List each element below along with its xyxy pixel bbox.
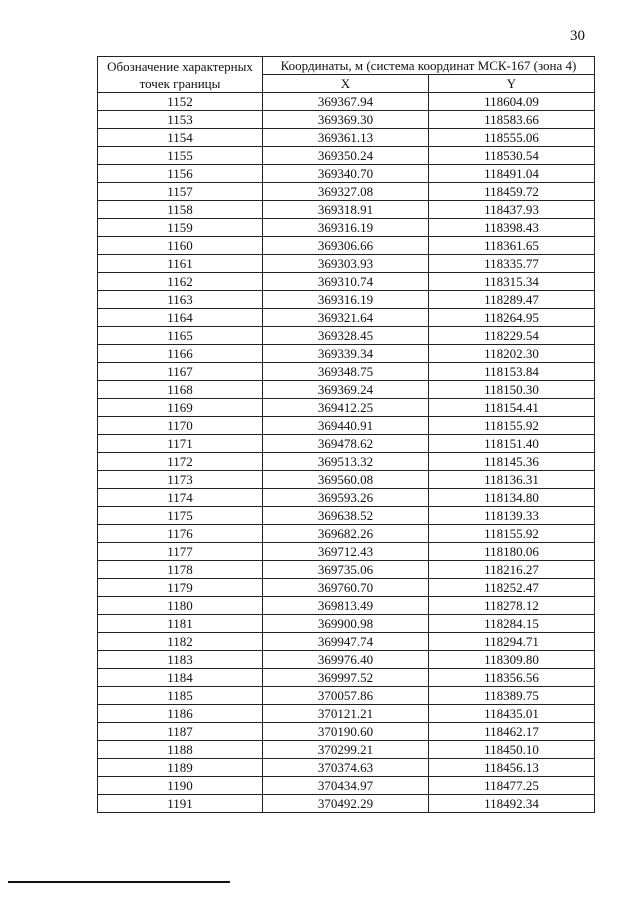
point-cell: 1159 [98,219,263,237]
x-cell: 369760.70 [263,579,429,597]
point-cell: 1153 [98,111,263,129]
point-cell: 1175 [98,507,263,525]
table-row [98,525,595,543]
y-cell: 118145.36 [429,453,595,471]
point-cell: 1178 [98,561,263,579]
x-cell: 369682.26 [263,525,429,543]
table-row [98,345,595,363]
point-cell: 1152 [98,93,263,111]
x-cell: 369303.93 [263,255,429,273]
point-cell: 1188 [98,741,263,759]
table-row [98,759,595,777]
table-row [98,543,595,561]
table-row [98,129,595,147]
y-cell: 118459.72 [429,183,595,201]
y-cell: 118462.17 [429,723,595,741]
x-cell: 369327.08 [263,183,429,201]
table-row [98,219,595,237]
y-cell: 118216.27 [429,561,595,579]
header-point-label: Обозначение характерных точек границы [98,57,263,93]
table-row [98,183,595,201]
y-cell: 118450.10 [429,741,595,759]
header-x-label: X [263,75,429,93]
table-row [98,381,595,399]
x-cell: 369361.13 [263,129,429,147]
table-row [98,111,595,129]
x-cell: 369340.70 [263,165,429,183]
y-cell: 118180.06 [429,543,595,561]
x-cell: 369947.74 [263,633,429,651]
y-cell: 118389.75 [429,687,595,705]
point-cell: 1158 [98,201,263,219]
y-cell: 118456.13 [429,759,595,777]
x-cell: 369813.49 [263,597,429,615]
point-cell: 1166 [98,345,263,363]
y-cell: 118477.25 [429,777,595,795]
point-cell: 1187 [98,723,263,741]
x-cell: 370121.21 [263,705,429,723]
y-cell: 118294.71 [429,633,595,651]
y-cell: 118315.34 [429,273,595,291]
x-cell: 369369.30 [263,111,429,129]
x-cell: 369712.43 [263,543,429,561]
x-cell: 369735.06 [263,561,429,579]
table-body [98,93,595,813]
x-cell: 369348.75 [263,363,429,381]
x-cell: 369316.19 [263,219,429,237]
footer-rule [8,881,230,883]
point-cell: 1189 [98,759,263,777]
x-cell: 369478.62 [263,435,429,453]
point-cell: 1172 [98,453,263,471]
x-cell: 369310.74 [263,273,429,291]
table-row [98,705,595,723]
x-cell: 369593.26 [263,489,429,507]
y-cell: 118492.34 [429,795,595,813]
y-cell: 118153.84 [429,363,595,381]
x-cell: 369318.91 [263,201,429,219]
x-cell: 369369.24 [263,381,429,399]
x-cell: 369638.52 [263,507,429,525]
point-cell: 1191 [98,795,263,813]
table-row [98,453,595,471]
table-row [98,597,595,615]
point-cell: 1155 [98,147,263,165]
table-row [98,165,595,183]
coordinates-table [97,56,595,813]
y-cell: 118356.56 [429,669,595,687]
x-cell: 369306.66 [263,237,429,255]
y-cell: 118284.15 [429,615,595,633]
point-cell: 1185 [98,687,263,705]
table-row [98,507,595,525]
table-row [98,633,595,651]
y-cell: 118155.92 [429,525,595,543]
table-row [98,255,595,273]
point-cell: 1180 [98,597,263,615]
x-cell: 370190.60 [263,723,429,741]
point-cell: 1176 [98,525,263,543]
y-cell: 118155.92 [429,417,595,435]
table-row [98,291,595,309]
point-cell: 1179 [98,579,263,597]
table-row [98,561,595,579]
point-cell: 1183 [98,651,263,669]
y-cell: 118604.09 [429,93,595,111]
point-cell: 1161 [98,255,263,273]
y-cell: 118435.01 [429,705,595,723]
y-cell: 118289.47 [429,291,595,309]
y-cell: 118398.43 [429,219,595,237]
y-cell: 118264.95 [429,309,595,327]
point-cell: 1162 [98,273,263,291]
x-cell: 369440.91 [263,417,429,435]
y-cell: 118309.80 [429,651,595,669]
y-cell: 118278.12 [429,597,595,615]
point-cell: 1190 [98,777,263,795]
table-row [98,687,595,705]
point-cell: 1165 [98,327,263,345]
x-cell: 369412.25 [263,399,429,417]
table-row [98,435,595,453]
x-cell: 369328.45 [263,327,429,345]
point-cell: 1184 [98,669,263,687]
y-cell: 118437.93 [429,201,595,219]
page-number: 30 [570,28,585,44]
table-row [98,417,595,435]
x-cell: 369513.32 [263,453,429,471]
x-cell: 369316.19 [263,291,429,309]
point-cell: 1164 [98,309,263,327]
point-cell: 1154 [98,129,263,147]
y-cell: 118150.30 [429,381,595,399]
point-cell: 1170 [98,417,263,435]
point-cell: 1168 [98,381,263,399]
y-cell: 118151.40 [429,435,595,453]
x-cell: 370374.63 [263,759,429,777]
y-cell: 118139.33 [429,507,595,525]
x-cell: 370299.21 [263,741,429,759]
y-cell: 118136.31 [429,471,595,489]
y-cell: 118202.30 [429,345,595,363]
y-cell: 118530.54 [429,147,595,165]
table-row [98,147,595,165]
table-row [98,651,595,669]
y-cell: 118134.80 [429,489,595,507]
x-cell: 369900.98 [263,615,429,633]
y-cell: 118361.65 [429,237,595,255]
y-cell: 118229.54 [429,327,595,345]
point-cell: 1157 [98,183,263,201]
table-row [98,399,595,417]
x-cell: 370057.86 [263,687,429,705]
table-row [98,93,595,111]
header-y-label: Y [429,75,595,93]
x-cell: 369321.64 [263,309,429,327]
y-cell: 118252.47 [429,579,595,597]
point-cell: 1167 [98,363,263,381]
table-row [98,363,595,381]
point-cell: 1181 [98,615,263,633]
table-row [98,615,595,633]
table-row [98,579,595,597]
point-cell: 1171 [98,435,263,453]
table-row [98,489,595,507]
point-cell: 1177 [98,543,263,561]
x-cell: 369976.40 [263,651,429,669]
table-row [98,327,595,345]
y-cell: 118583.66 [429,111,595,129]
x-cell: 369339.34 [263,345,429,363]
point-cell: 1163 [98,291,263,309]
x-cell: 370434.97 [263,777,429,795]
table-row [98,201,595,219]
table-row [98,741,595,759]
x-cell: 369997.52 [263,669,429,687]
table-row [98,669,595,687]
y-cell: 118335.77 [429,255,595,273]
y-cell: 118555.06 [429,129,595,147]
table-row [98,723,595,741]
header-coordinates-label: Координаты, м (система координат МСК-167 (зона 4) [263,57,595,75]
point-cell: 1186 [98,705,263,723]
y-cell: 118491.04 [429,165,595,183]
table-row [98,309,595,327]
table-row [98,237,595,255]
point-cell: 1173 [98,471,263,489]
point-cell: 1156 [98,165,263,183]
point-cell: 1182 [98,633,263,651]
point-cell: 1174 [98,489,263,507]
x-cell: 370492.29 [263,795,429,813]
point-cell: 1169 [98,399,263,417]
x-cell: 369367.94 [263,93,429,111]
x-cell: 369560.08 [263,471,429,489]
table-row [98,777,595,795]
x-cell: 369350.24 [263,147,429,165]
table-row [98,471,595,489]
point-cell: 1160 [98,237,263,255]
table-row [98,795,595,813]
y-cell: 118154.41 [429,399,595,417]
table-row [98,273,595,291]
